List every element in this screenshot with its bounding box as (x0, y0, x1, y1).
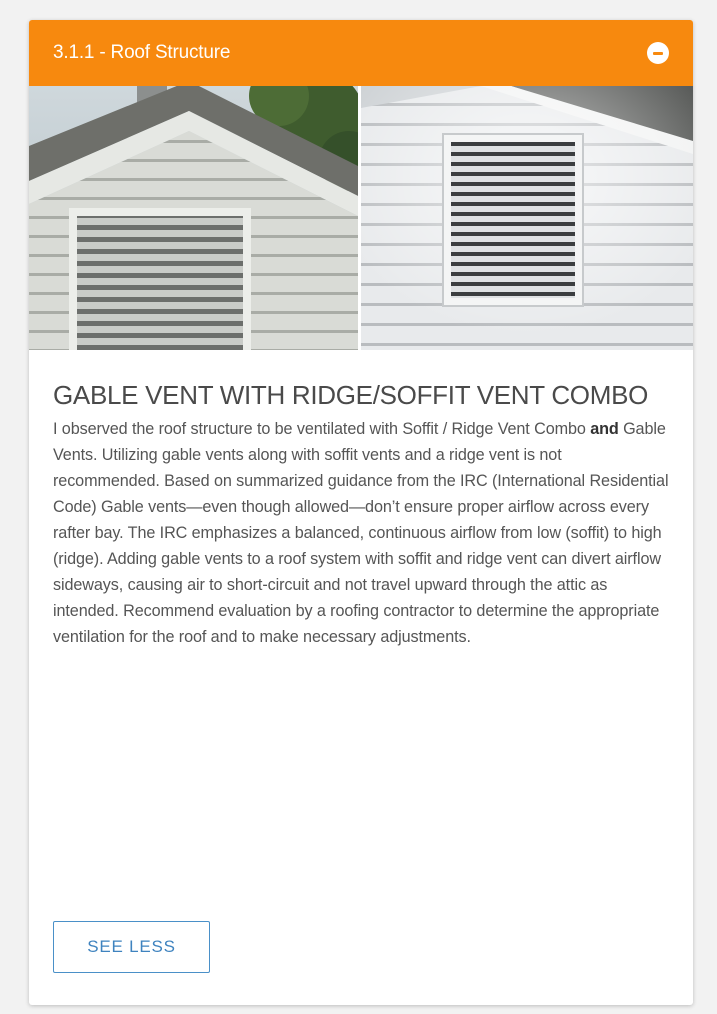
section-header[interactable] (29, 20, 693, 86)
comment-heading: GABLE VENT WITH RIDGE/SOFFIT VENT COMBO (53, 380, 649, 410)
comment-body-text-2: Gable Vents. Utilizing gable vents along with soffit vents and a ridge vent is not recommended. Based on summarized guidance from the IRC (International Residential Code) Gable vents—even though allowed—don’t ensure proper airflow across every rafter bay. The IRC emphasizes a balanced, continuous airflow from low (soffit) to high (ridge). Adding gable vents to a roof system with soffit and ridge vent can divert airflow sideways, causing air to short-circuit and not travel upward through the attic as intended. Recommend evaluation by a roofing contractor to determine the appropriate ventilation for the roof and to make necessary adjustments. (53, 420, 669, 646)
comment-body-bold: and (590, 420, 619, 438)
comment-body (53, 416, 669, 650)
see-less-button[interactable]: SEE LESS (53, 921, 210, 973)
comment-body-text-1: I observed the roof structure to be ventilated with Soffit / Ridge Vent Combo (53, 420, 591, 438)
comment-content (29, 350, 693, 650)
comment-card (29, 20, 693, 1005)
minus-circle-icon[interactable] (647, 42, 669, 64)
photo-gable-vent-2[interactable] (361, 86, 693, 350)
section-title: 3.1.1 - Roof Structure (53, 42, 231, 63)
photo-gallery (29, 86, 693, 350)
photo-gable-vent-1[interactable] (29, 86, 358, 350)
